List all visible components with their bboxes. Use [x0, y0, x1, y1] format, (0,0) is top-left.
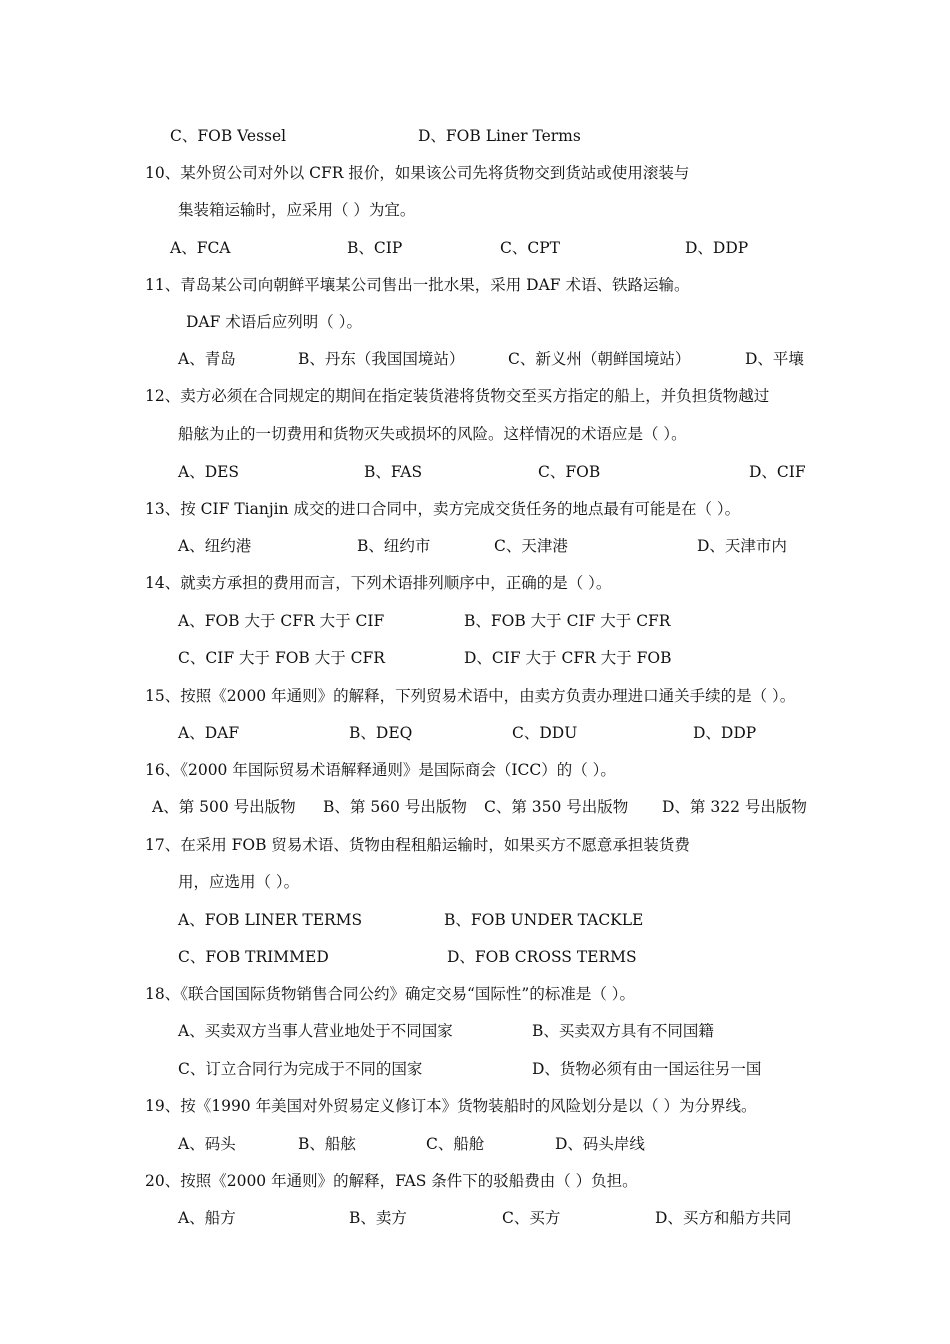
question-20-text: 20、按照《2000 年通则》的解释，FAS 条件下的驳船费由（ ）负担。: [145, 1172, 638, 1190]
q14-option-d: D、CIF 大于 CFR 大于 FOB: [464, 649, 672, 667]
question-10-text: 10、某外贸公司对外以 CFR 报价，如果该公司先将货物交到货站或使用滚装与: [145, 164, 690, 182]
q12-option-a: A、DES: [178, 463, 240, 481]
q20-option-a: A、船方: [178, 1209, 236, 1227]
q12-option-c: C、FOB: [538, 463, 601, 481]
q10-option-d: D、DDP: [685, 239, 749, 257]
q15-option-a: A、DAF: [178, 724, 240, 742]
question-12-text-cont: 船舷为止的一切费用和货物灭失或损坏的风险。这样情况的术语应是（ ）。: [178, 425, 687, 443]
q20-option-b: B、卖方: [349, 1209, 407, 1227]
q16-option-c: C、第 350 号出版物: [484, 798, 629, 816]
q19-option-d: D、码头岸线: [555, 1135, 645, 1153]
question-18-text: 18、《联合国国际货物销售合同公约》确定交易“国际性”的标准是（ ）。: [145, 985, 636, 1003]
q20-option-d: D、买方和船方共同: [655, 1209, 792, 1227]
q11-option-b: B、丹东（我国国境站）: [298, 350, 465, 368]
q16-option-d: D、第 322 号出版物: [662, 798, 807, 816]
q18-option-a: A、买卖双方当事人营业地处于不同国家: [178, 1022, 453, 1040]
q11-option-a: A、青岛: [178, 350, 236, 368]
q13-option-c: C、天津港: [494, 537, 568, 555]
q11-option-c: C、新义州（朝鲜国境站）: [508, 350, 691, 368]
q9-option-d: D、FOB Liner Terms: [418, 127, 581, 145]
q14-option-c: C、CIF 大于 FOB 大于 CFR: [178, 649, 385, 667]
q15-option-b: B、DEQ: [349, 724, 413, 742]
question-17-text-cont: 用，应选用（ ）。: [178, 873, 300, 891]
q11-option-d: D、平壤: [745, 350, 804, 368]
q9-option-c: C、FOB Vessel: [170, 127, 287, 145]
q16-option-a: A、第 500 号出版物: [152, 798, 296, 816]
question-11-text: 11、青岛某公司向朝鲜平壤某公司售出一批水果，采用 DAF 术语、铁路运输。: [145, 276, 690, 294]
q17-option-b: B、FOB UNDER TACKLE: [444, 911, 644, 929]
q10-option-c: C、CPT: [500, 239, 560, 257]
q18-option-d: D、货物必须有由一国运往另一国: [532, 1060, 762, 1078]
question-14-text: 14、就卖方承担的费用而言，下列术语排列顺序中，正确的是（ ）。: [145, 574, 612, 592]
q12-option-b: B、FAS: [364, 463, 423, 481]
q12-option-d: D、CIF: [749, 463, 806, 481]
question-12-text: 12、卖方必须在合同规定的期间在指定装货港将货物交至买方指定的船上，并负担货物越过: [145, 387, 770, 405]
question-13-text: 13、按 CIF Tianjin 成交的进口合同中，卖方完成交货任务的地点最有可能是在（ ）。: [145, 500, 741, 518]
q10-option-b: B、CIP: [347, 239, 403, 257]
q19-option-a: A、码头: [178, 1135, 236, 1153]
q14-option-a: A、FOB 大于 CFR 大于 CIF: [178, 612, 385, 630]
q13-option-b: B、纽约市: [357, 537, 431, 555]
q19-option-c: C、船舱: [426, 1135, 485, 1153]
question-11-text-cont: DAF 术语后应列明（ ）。: [186, 313, 362, 331]
q15-option-d: D、DDP: [693, 724, 757, 742]
q16-option-b: B、第 560 号出版物: [323, 798, 467, 816]
q18-option-c: C、订立合同行为完成于不同的国家: [178, 1060, 423, 1078]
question-17-text: 17、在采用 FOB 贸易术语、货物由程租船运输时，如果买方不愿意承担装货费: [145, 836, 690, 854]
question-15-text: 15、按照《2000 年通则》的解释，下列贸易术语中，由卖方负责办理进口通关手续的是（ ）。: [145, 687, 796, 705]
q13-option-d: D、天津市内: [697, 537, 787, 555]
q18-option-b: B、买卖双方具有不同国籍: [532, 1022, 714, 1040]
q19-option-b: B、船舷: [298, 1135, 356, 1153]
q17-option-a: A、FOB LINER TERMS: [178, 911, 363, 929]
q17-option-c: C、FOB TRIMMED: [178, 948, 329, 966]
question-19-text: 19、按《1990 年美国对外贸易定义修订本》货物装船时的风险划分是以（ ）为分界线。: [145, 1097, 757, 1115]
question-10-text-cont: 集装箱运输时，应采用（ ）为宜。: [178, 201, 416, 219]
q14-option-b: B、FOB 大于 CIF 大于 CFR: [464, 612, 671, 630]
q17-option-d: D、FOB CROSS TERMS: [447, 948, 637, 966]
q20-option-c: C、买方: [502, 1209, 561, 1227]
question-16-text: 16、《2000 年国际贸易术语解释通则》是国际商会（ICC）的（ ）。: [145, 761, 616, 779]
q15-option-c: C、DDU: [512, 724, 578, 742]
q13-option-a: A、纽约港: [178, 537, 252, 555]
q10-option-a: A、FCA: [170, 239, 231, 257]
